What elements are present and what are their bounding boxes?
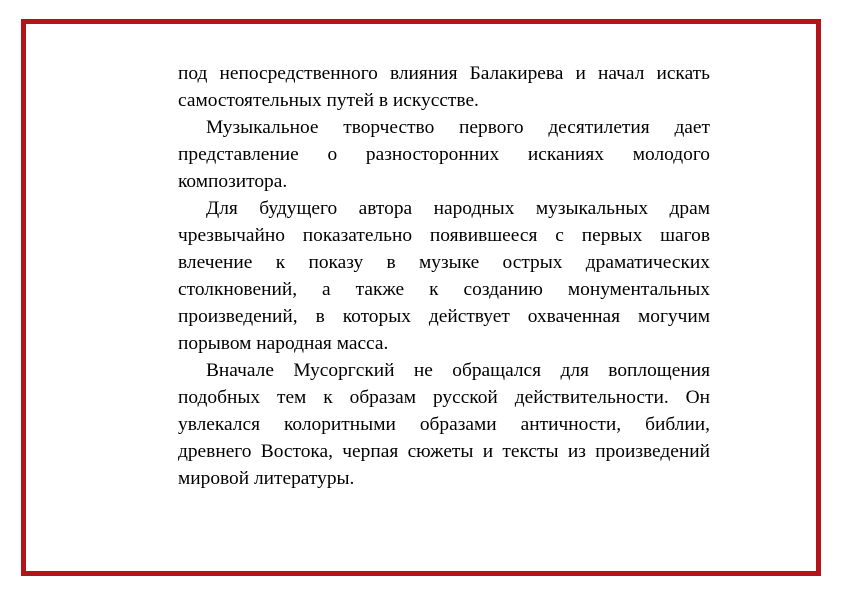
paragraph-3: Для будущего автора народных музыкальных драм чрезвычайно показательно появившееся с первых шагов влечение к показу в музыке острых драматических столкновений, а также к созданию монументальных произведений, в которых действует охваченная могучим порывом народная масса. (178, 198, 710, 354)
paragraph-1: под непосредственного влияния Балакирева и начал искать самостоятельных путей в искусстве. (178, 63, 710, 111)
body-text (178, 60, 710, 492)
paragraph-2: Музыкальное творчество первого десятилетия дает представление о разносторонних исканиях молодого композитора. (178, 117, 710, 192)
paragraph-4: Вначале Мусоргский не обращался для воплощения подобных тем к образам русской действительности. Он увлекался колоритными образами античности, библии, древнего Востока, черпая сюжеты и тексты из произведений мировой литературы. (178, 360, 710, 489)
